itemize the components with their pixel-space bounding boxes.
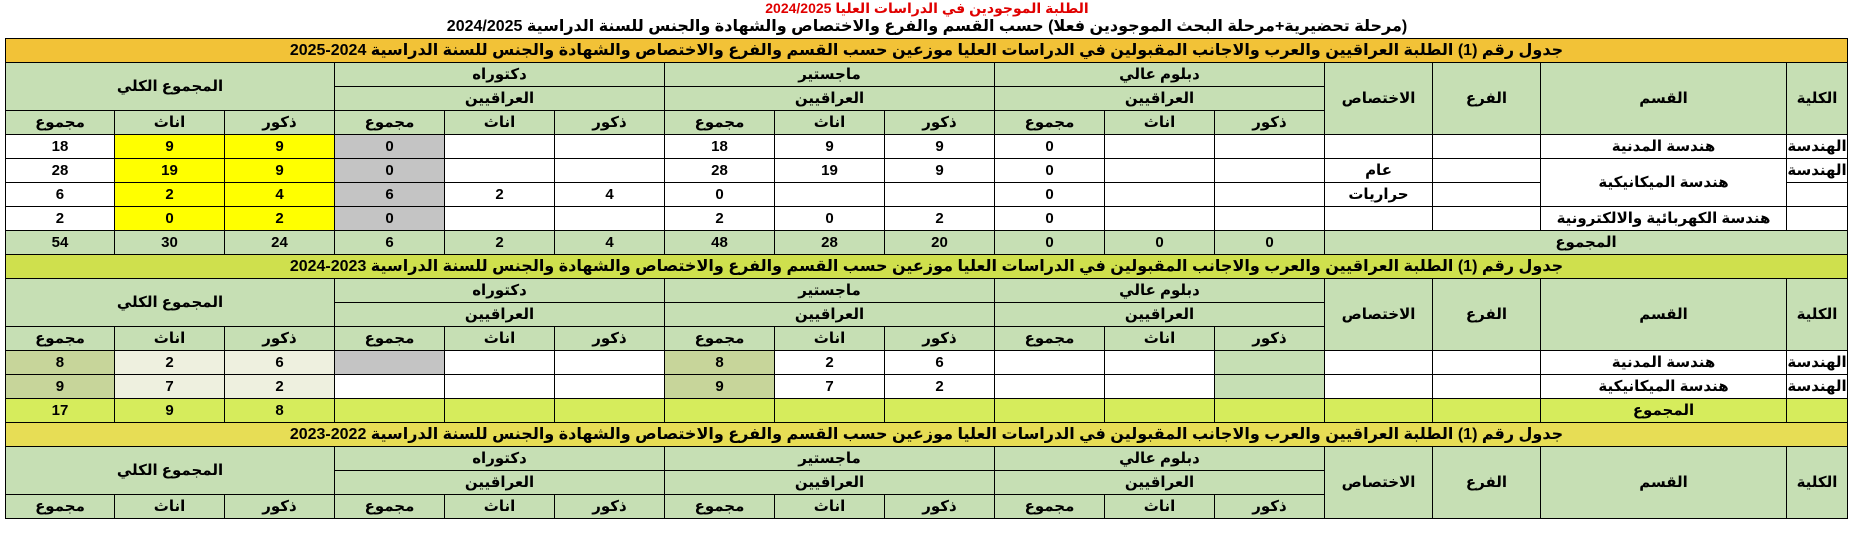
cell-total-total[interactable]: 2 xyxy=(5,207,114,231)
cell-branch[interactable] xyxy=(1433,207,1541,231)
hdr-male: ذكور xyxy=(555,327,665,351)
hdr-phd: دكتوراه xyxy=(335,447,665,471)
totals-label: المجموع xyxy=(1541,399,1787,423)
hdr-female: اناث xyxy=(115,495,225,519)
hdr-total: مجموع xyxy=(335,327,445,351)
cell-college[interactable]: الهندسة xyxy=(1787,135,1848,159)
hdr-female: اناث xyxy=(775,495,885,519)
hdr-female: اناث xyxy=(1105,495,1215,519)
cell-total-total[interactable]: 54 xyxy=(5,231,114,255)
cell-total-male[interactable]: 8 xyxy=(225,399,335,423)
totals-row xyxy=(5,231,1847,255)
cell-phd-female[interactable] xyxy=(445,351,555,375)
cell-master-male[interactable]: 9 xyxy=(885,159,995,183)
cell-department[interactable]: هندسة المدنية xyxy=(1541,351,1787,375)
hdr-male: ذكور xyxy=(225,327,335,351)
cell-phd-female[interactable] xyxy=(445,399,555,423)
hdr-female: اناث xyxy=(445,111,555,135)
cell-department[interactable]: هندسة المدنية xyxy=(1541,135,1787,159)
cell-master-male[interactable] xyxy=(885,399,995,423)
cell-master-total[interactable]: 9 xyxy=(665,375,775,399)
hdr-female: اناث xyxy=(445,495,555,519)
cell-branch[interactable] xyxy=(1433,183,1541,207)
cell-total-total[interactable]: 28 xyxy=(5,159,114,183)
hdr-diploma: دبلوم عالي xyxy=(995,63,1325,87)
cell-diploma-total[interactable]: 0 xyxy=(995,135,1105,159)
hdr-master: ماجستير xyxy=(665,63,995,87)
sheet-subtitle: (مرحلة تحضيرية+مرحلة البحث الموجودين فعلا) حسب القسم والفرع والاختصاص والشهادة والجنس للسنة الدراسية 2024/2025 xyxy=(446,18,1408,35)
cell-master-female[interactable]: 9 xyxy=(775,135,885,159)
cell-phd-male[interactable]: 4 xyxy=(555,183,665,207)
hdr-specialization: الاختصاص xyxy=(1325,447,1433,519)
hdr-iraqis: العراقيين xyxy=(995,471,1325,495)
cell-phd-male[interactable] xyxy=(555,135,665,159)
cell-specialization[interactable] xyxy=(1325,399,1433,423)
cell-total-male[interactable]: 6 xyxy=(225,351,335,375)
cell-phd-male[interactable] xyxy=(555,159,665,183)
cell-master-male[interactable]: 20 xyxy=(885,231,995,255)
cell-master-female[interactable]: 0 xyxy=(775,207,885,231)
hdr-department: القسم xyxy=(1541,63,1787,135)
hdr-diploma: دبلوم عالي xyxy=(995,279,1325,303)
cell-diploma-male[interactable] xyxy=(1215,135,1325,159)
hdr-department: القسم xyxy=(1541,279,1787,351)
cell-total-female[interactable]: 9 xyxy=(115,399,225,423)
hdr-total: مجموع xyxy=(995,495,1105,519)
cell-phd-male[interactable] xyxy=(555,207,665,231)
hdr-male: ذكور xyxy=(1215,111,1325,135)
cell-phd-female[interactable] xyxy=(445,207,555,231)
cell-specialization[interactable] xyxy=(1325,375,1433,399)
cell-phd-male[interactable] xyxy=(555,375,665,399)
cell-phd-female[interactable]: 2 xyxy=(445,231,555,255)
cell-master-total[interactable] xyxy=(665,399,775,423)
hdr-female: اناث xyxy=(775,111,885,135)
cell-diploma-total[interactable] xyxy=(995,375,1105,399)
hdr-female: اناث xyxy=(115,327,225,351)
cell-total-total[interactable]: 9 xyxy=(5,375,114,399)
hdr-total: مجموع xyxy=(665,327,775,351)
cell-master-male[interactable] xyxy=(885,183,995,207)
cell-total-male[interactable]: 9 xyxy=(225,159,335,183)
hdr-college: الكلية xyxy=(1787,279,1848,351)
cell-branch[interactable] xyxy=(1433,135,1541,159)
cell-branch[interactable] xyxy=(1433,351,1541,375)
cell-phd-male[interactable] xyxy=(555,351,665,375)
cell-phd-total[interactable]: 0 xyxy=(335,159,445,183)
cell-phd-total[interactable]: 0 xyxy=(335,135,445,159)
hdr-iraqis: العراقيين xyxy=(995,87,1325,111)
totals-label: المجموع xyxy=(1325,231,1848,255)
table-row xyxy=(5,135,1847,159)
cell-phd-female[interactable] xyxy=(445,135,555,159)
hdr-female: اناث xyxy=(1105,327,1215,351)
hdr-diploma: دبلوم عالي xyxy=(995,447,1325,471)
cell-master-total[interactable]: 0 xyxy=(665,183,775,207)
hdr-male: ذكور xyxy=(225,495,335,519)
hdr-specialization: الاختصاص xyxy=(1325,279,1433,351)
cell-master-male[interactable]: 6 xyxy=(885,351,995,375)
table-row xyxy=(5,375,1847,399)
hdr-branch: الفرع xyxy=(1433,279,1541,351)
table-row xyxy=(5,159,1847,183)
cell-diploma-male[interactable] xyxy=(1215,375,1325,399)
cell-diploma-total[interactable]: 0 xyxy=(995,183,1105,207)
sheet-title: الطلبة الموجودين في الدراسات العليا 2024/2025 xyxy=(765,0,1089,16)
cell-diploma-female[interactable] xyxy=(1105,207,1215,231)
hdr-female: اناث xyxy=(775,327,885,351)
cell-phd-female[interactable] xyxy=(445,375,555,399)
cell-diploma-male[interactable] xyxy=(1215,351,1325,375)
hdr-male: ذكور xyxy=(885,111,995,135)
cell-college[interactable] xyxy=(1787,183,1848,207)
cell-master-male[interactable]: 9 xyxy=(885,135,995,159)
cell-diploma-male[interactable] xyxy=(1215,159,1325,183)
cell-phd-female[interactable]: 2 xyxy=(445,183,555,207)
hdr-department: القسم xyxy=(1541,447,1787,519)
hdr-phd: دكتوراه xyxy=(335,63,665,87)
hdr-total: مجموع xyxy=(5,495,114,519)
table-row xyxy=(5,351,1847,375)
cell-phd-total[interactable] xyxy=(335,399,445,423)
cell-master-female[interactable] xyxy=(775,399,885,423)
cell-total-male[interactable]: 2 xyxy=(225,207,335,231)
hdr-college: الكلية xyxy=(1787,63,1848,135)
cell-total-male[interactable]: 2 xyxy=(225,375,335,399)
cell-total-female[interactable]: 2 xyxy=(115,351,225,375)
hdr-branch: الفرع xyxy=(1433,63,1541,135)
hdr-total: مجموع xyxy=(335,111,445,135)
hdr-master: ماجستير xyxy=(665,447,995,471)
cell-college[interactable] xyxy=(1787,207,1848,231)
cell-college[interactable]: الهندسة xyxy=(1787,375,1848,399)
hdr-male: ذكور xyxy=(1215,495,1325,519)
cell-phd-total[interactable]: 0 xyxy=(335,207,445,231)
cell-total-total[interactable]: 6 xyxy=(5,183,114,207)
cell-total-total[interactable]: 18 xyxy=(5,135,114,159)
cell-diploma-male[interactable] xyxy=(1215,183,1325,207)
hdr-male: ذكور xyxy=(555,495,665,519)
cell-total-male[interactable]: 4 xyxy=(225,183,335,207)
cell-department[interactable]: هندسة الكهربائية والالكترونية xyxy=(1541,207,1787,231)
cell-diploma-total[interactable]: 0 xyxy=(995,207,1105,231)
cell-diploma-total[interactable]: 0 xyxy=(995,231,1105,255)
cell-specialization[interactable] xyxy=(1325,135,1433,159)
data-grid xyxy=(5,38,1848,519)
cell-master-male[interactable]: 2 xyxy=(885,207,995,231)
cell-diploma-total[interactable] xyxy=(995,399,1105,423)
hdr-college: الكلية xyxy=(1787,447,1848,519)
hdr-male: ذكور xyxy=(555,111,665,135)
hdr-male: ذكور xyxy=(885,327,995,351)
hdr-grand-total: المجموع الكلي xyxy=(5,447,334,495)
cell-specialization[interactable]: حراريات xyxy=(1325,183,1433,207)
cell-college[interactable]: الهندسة xyxy=(1787,159,1848,183)
table2-caption: جدول رقم (1) الطلبة العراقيين والعرب والاجانب المقبولين في الدراسات العليا موزعين حسب القسم والفرع والاختصاص والشهادة والجنس للسنة الدراسية 2023-2024 xyxy=(5,255,1847,279)
hdr-male: ذكور xyxy=(1215,327,1325,351)
hdr-branch: الفرع xyxy=(1433,447,1541,519)
cell-department[interactable]: هندسة الميكانيكية xyxy=(1541,375,1787,399)
table3-caption: جدول رقم (1) الطلبة العراقيين والعرب والاجانب المقبولين في الدراسات العليا موزعين حسب القسم والفرع والاختصاص والشهادة والجنس للسنة الدراسية 2022-2023 xyxy=(5,423,1847,447)
spreadsheet xyxy=(6,0,1848,519)
hdr-grand-total: المجموع الكلي xyxy=(5,279,334,327)
hdr-male: ذكور xyxy=(885,495,995,519)
cell-diploma-female[interactable] xyxy=(1105,135,1215,159)
cell-master-total[interactable]: 48 xyxy=(665,231,775,255)
hdr-iraqis: العراقيين xyxy=(335,303,665,327)
table1-caption: جدول رقم (1) الطلبة العراقيين والعرب والاجانب المقبولين في الدراسات العليا موزعين حسب القسم والفرع والاختصاص والشهادة والجنس للسنة الدراسية 2024-2025 xyxy=(5,39,1847,63)
hdr-phd: دكتوراه xyxy=(335,279,665,303)
cell-master-female[interactable]: 19 xyxy=(775,159,885,183)
cell-master-total[interactable]: 18 xyxy=(665,135,775,159)
hdr-male: ذكور xyxy=(225,111,335,135)
cell-specialization[interactable] xyxy=(1325,207,1433,231)
cell-total-female[interactable]: 19 xyxy=(115,159,225,183)
cell-master-total[interactable]: 8 xyxy=(665,351,775,375)
cell-master-female[interactable] xyxy=(775,183,885,207)
cell-diploma-female[interactable] xyxy=(1105,399,1215,423)
cell-master-female[interactable]: 2 xyxy=(775,351,885,375)
hdr-iraqis: العراقيين xyxy=(665,303,995,327)
cell-college[interactable] xyxy=(1787,399,1848,423)
cell-master-female[interactable]: 7 xyxy=(775,375,885,399)
cell-diploma-female[interactable] xyxy=(1105,375,1215,399)
totals-row xyxy=(5,399,1847,423)
cell-diploma-total[interactable]: 0 xyxy=(995,159,1105,183)
cell-diploma-male[interactable] xyxy=(1215,399,1325,423)
cell-branch[interactable] xyxy=(1433,159,1541,183)
cell-total-male[interactable]: 24 xyxy=(225,231,335,255)
cell-diploma-female[interactable] xyxy=(1105,183,1215,207)
hdr-total: مجموع xyxy=(995,327,1105,351)
cell-phd-total[interactable]: 6 xyxy=(335,231,445,255)
cell-total-female[interactable]: 7 xyxy=(115,375,225,399)
hdr-total: مجموع xyxy=(5,111,114,135)
cell-total-total[interactable]: 8 xyxy=(5,351,114,375)
hdr-specialization: الاختصاص xyxy=(1325,63,1433,135)
cell-college[interactable]: الهندسة xyxy=(1787,351,1848,375)
cell-phd-total[interactable] xyxy=(335,351,445,375)
cell-master-male[interactable]: 2 xyxy=(885,375,995,399)
cell-total-total[interactable]: 17 xyxy=(5,399,114,423)
hdr-grand-total: المجموع الكلي xyxy=(5,63,334,111)
hdr-iraqis: العراقيين xyxy=(335,471,665,495)
cell-total-male[interactable]: 9 xyxy=(225,135,335,159)
cell-diploma-female[interactable] xyxy=(1105,159,1215,183)
hdr-master: ماجستير xyxy=(665,279,995,303)
cell-specialization[interactable] xyxy=(1325,351,1433,375)
hdr-female: اناث xyxy=(1105,111,1215,135)
hdr-total: مجموع xyxy=(995,111,1105,135)
cell-phd-total[interactable]: 6 xyxy=(335,183,445,207)
cell-phd-male[interactable] xyxy=(555,399,665,423)
hdr-total: مجموع xyxy=(335,495,445,519)
cell-total-female[interactable]: 0 xyxy=(115,207,225,231)
cell-total-female[interactable]: 9 xyxy=(115,135,225,159)
cell-phd-male[interactable]: 4 xyxy=(555,231,665,255)
table-row xyxy=(5,207,1847,231)
hdr-female: اناث xyxy=(445,327,555,351)
cell-phd-female[interactable] xyxy=(445,159,555,183)
cell-diploma-female[interactable] xyxy=(1105,351,1215,375)
hdr-total: مجموع xyxy=(665,111,775,135)
cell-branch[interactable] xyxy=(1433,399,1541,423)
cell-total-female[interactable]: 30 xyxy=(115,231,225,255)
cell-diploma-total[interactable] xyxy=(995,351,1105,375)
hdr-female: اناث xyxy=(115,111,225,135)
cell-diploma-female[interactable]: 0 xyxy=(1105,231,1215,255)
hdr-iraqis: العراقيين xyxy=(995,303,1325,327)
hdr-total: مجموع xyxy=(665,495,775,519)
cell-diploma-male[interactable]: 0 xyxy=(1215,231,1325,255)
hdr-iraqis: العراقيين xyxy=(335,87,665,111)
cell-total-female[interactable]: 2 xyxy=(115,183,225,207)
hdr-total: مجموع xyxy=(5,327,114,351)
hdr-iraqis: العراقيين xyxy=(665,87,995,111)
cell-diploma-male[interactable] xyxy=(1215,207,1325,231)
cell-specialization[interactable]: عام xyxy=(1325,159,1433,183)
cell-branch[interactable] xyxy=(1433,375,1541,399)
cell-master-total[interactable]: 28 xyxy=(665,159,775,183)
hdr-iraqis: العراقيين xyxy=(665,471,995,495)
cell-master-female[interactable]: 28 xyxy=(775,231,885,255)
cell-phd-total[interactable] xyxy=(335,375,445,399)
cell-master-total[interactable]: 2 xyxy=(665,207,775,231)
cell-department[interactable]: هندسة الميكانيكية xyxy=(1541,159,1787,207)
